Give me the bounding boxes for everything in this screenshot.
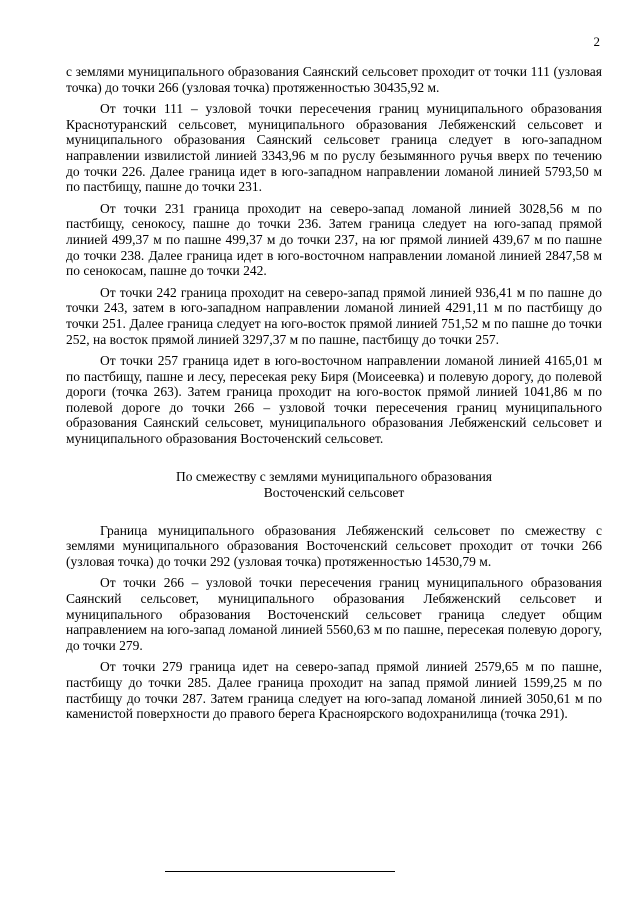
section-title-line: По смежеству с землями муниципального образования (175, 468, 493, 484)
paragraph: От точки 257 граница идет в юго-восточном направлении ломаной линией 4165,01 м по пастбищу, пашне и лесу, пересекая реку Биря (Моисеевка) и полевую дорогу, до полевой дороги (точка 263). Затем граница проходит на юго-восток прямой линией 1041,86 м по полевой дороге до точки 266 – узловой точки пересечения границ муниципального образования Саянский сельсовет, муниципального образования Лебяженский сельсовет и муниципального образования Восточенский сельсовет. (66, 353, 602, 447)
paragraph: с землями муниципального образования Саянский сельсовет проходит от точки 111 (узловая точка) до точки 266 (узловая точка) протяженностью 30435,92 м. (66, 64, 602, 95)
paragraph: Граница муниципального образования Лебяженский сельсовет по смежеству с землями муниципального образования Восточенский сельсовет проходит от точки 266 (узловая точка) до точки 292 (узловая точка) протяженностью 14530,79 м. (66, 522, 602, 569)
paragraph: От точки 111 – узловой точки пересечения границ муниципального образования Краснотуранский сельсовет, муниципального образования Лебяженский сельсовет и муниципального образования Саянский сельсовет граница следует в юго-западном направлении извилистой линией 3343,96 м по руслу безымянного ручья вверх по течению до точки 226. Далее граница идет в юго-западном направлении ломаной линией 5793,50 м по пастбищу, пашне до точки 231. (66, 101, 602, 195)
footer-divider (165, 871, 395, 872)
document-body (66, 64, 602, 728)
paragraph: От точки 279 граница идет на северо-запад прямой линией 2579,65 м по пашне, пастбищу до точки 285. Далее граница проходит на запад прямой линией 1599,25 м по пастбищу до точки 287. Затем граница следует на юго-запад ломаной линией 3050,61 м по каменистой поверхности до правого берега Красноярского водохранилища (точка 291). (66, 659, 602, 722)
paragraph: От точки 266 – узловой точки пересечения границ муниципального образования Саянский сельсовет, муниципального образования Лебяженский сельсовет и муниципального образования Восточенский сельсовет граница следует общим направлением на юго-запад ломаной линией 5560,63 м по пашне, пересекая полевую дорогу, до точки 279. (66, 575, 602, 653)
section-title-line: Восточенский сельсовет (263, 484, 405, 500)
page-number: 2 (593, 34, 600, 49)
section-title (66, 469, 602, 501)
paragraph: От точки 242 граница проходит на северо-запад прямой линией 936,41 м по пашне до точки 243, затем в юго-западном направлении ломаной линией 4291,11 м по пастбищу до точки 251. Далее граница следует на юго-восток прямой линией 751,52 м по пашне до точки 252, на восток прямой линией 3297,37 м по пашне, пастбищу до точки 257. (66, 284, 602, 347)
paragraph: От точки 231 граница проходит на северо-запад ломаной линией 3028,56 м по пастбищу, сенокосу, пашне до точки 236. Затем граница следует на юго-запад прямой линией 499,37 м по пашне 499,37 м до точки 237, на юг прямой линией 439,67 м по пашне до точки 238. Далее граница идет в юго-восточном направлении ломаной линией 2847,58 м по сенокосам, пашне до точки 242. (66, 200, 602, 279)
